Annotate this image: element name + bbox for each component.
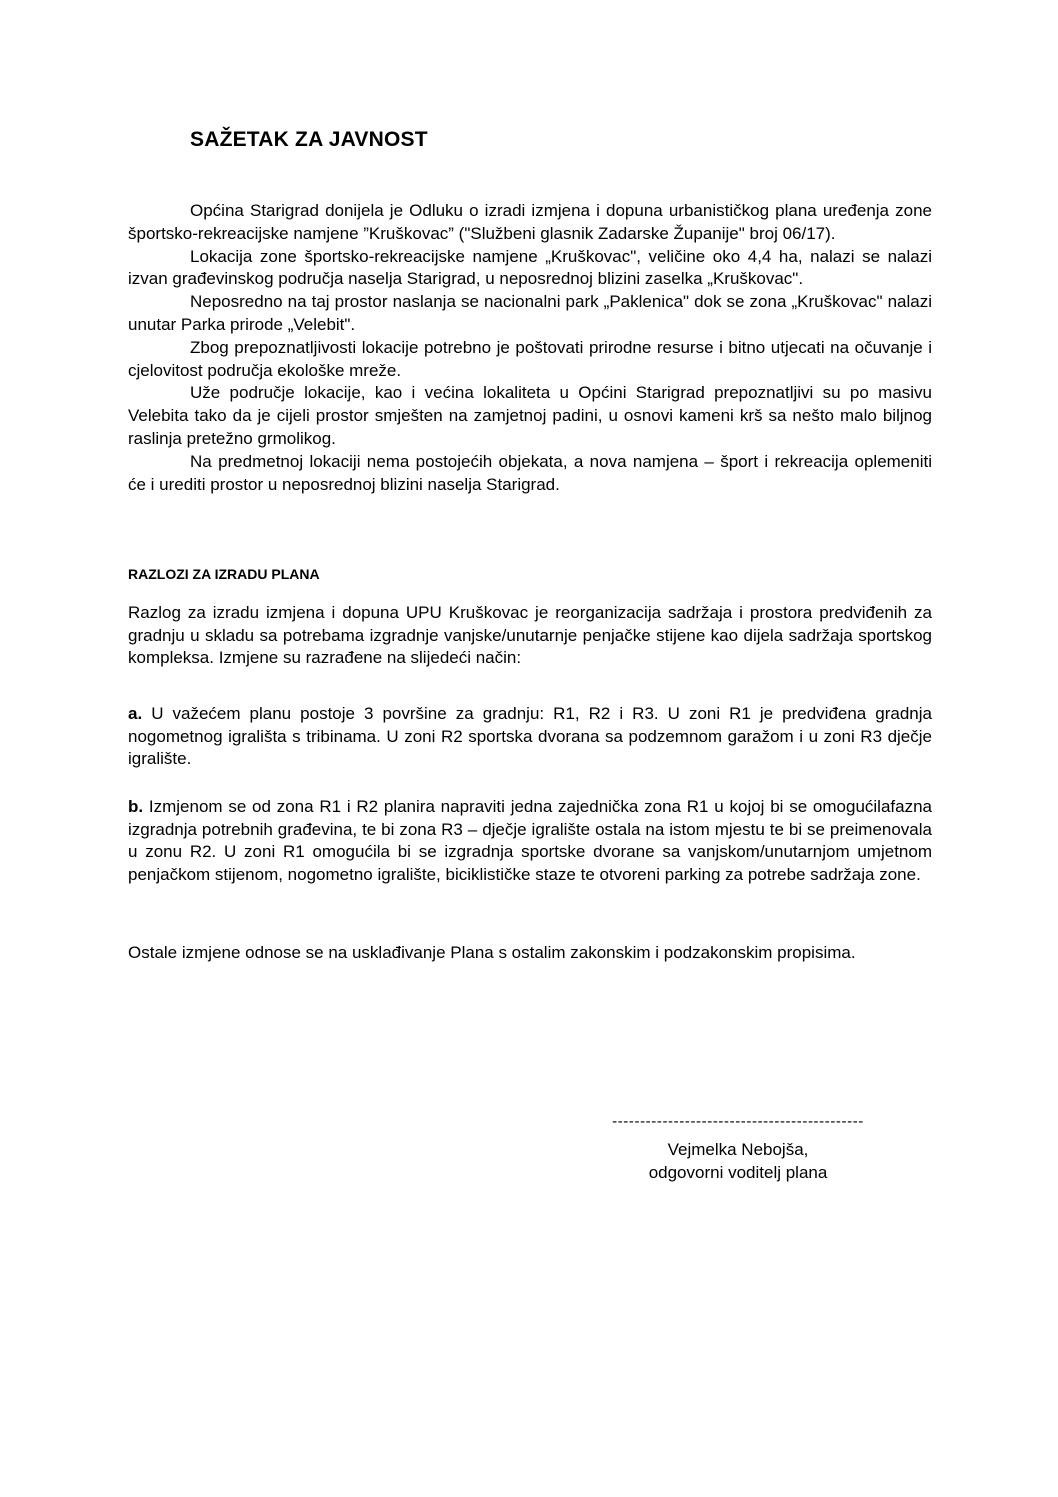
point-a-paragraph xyxy=(128,703,932,771)
signature-name: Vejmelka Nebojša, xyxy=(667,1140,809,1159)
point-a-label: a. xyxy=(128,704,143,723)
section-heading: RAZLOZI ZA IZRADU PLANA xyxy=(128,566,320,582)
point-b-text: Izmjenom se od zona R1 i R2 planira napraviti jedna zajednička zona R1 u kojoj bi se omogućilafazna izgradnja potrebnih građevina, te bi zona R3 – dječje igralište ostala na istom mjestu te bi se preimenovala u zonu R2. U zoni R1 omogućila bi se izgradnja sportske dvorane sa vanjskom/unutarnjom umjetnom penjačkom stijenom, nogometno igralište, biciklističke staze te otvoreni parking za potrebe sadržaja zone. xyxy=(128,797,932,884)
point-b-label: b. xyxy=(128,797,144,816)
intro-paragraph: Lokacija zone športsko-rekreacijske namjene „Kruškovac", veličine oko 4,4 ha, nalazi se nalazi izvan građevinskog područja naselja Starigrad, u neposrednoj blizini zaselka „Kruškovac". xyxy=(128,246,932,289)
intro-paragraph: Uže područje lokacije, kao i većina lokaliteta u Općini Starigrad prepoznatljivi su po masivu Velebita tako da je cijeli prostor smješten na zamjetnoj padini, u osnovi kameni krš sa nešto malo biljnog raslinja pretežno grmolikog. xyxy=(128,383,932,448)
signature-role: odgovorni voditelj plana xyxy=(648,1163,828,1182)
reason-paragraph: Razlog za izradu izmjena i dopuna UPU Kruškovac je reorganizacija sadržaja i prostora predviđenih za gradnju u skladu sa potrebama izgradnje vanjske/unutarnje penjačke stijene kao dijela sadržaja sportskog kompleksa. Izmjene su razrađene na slijedeći način: xyxy=(128,603,932,668)
point-a-text: U važećem planu postoje 3 površine za gradnju: R1, R2 i R3. U zoni R1 je predviđena gradnja nogometnog igrališta s tribinama. U zoni R2 sportska dvorana sa podzemnom garažom i u zoni R3 dječje igralište. xyxy=(128,704,932,769)
signature-block xyxy=(576,1114,900,1184)
signature-line: --------------------------------------------- xyxy=(612,1113,864,1130)
closing-paragraph: Ostale izmjene odnose se na usklađivanje Plana s ostalim zakonskim i podzakonskim propisima. xyxy=(128,943,856,962)
intro-paragraph: Na predmetnoj lokaciji nema postojećih objekata, a nova namjena – šport i rekreacija oplemeniti će i urediti prostor u neposrednoj blizini naselja Starigrad. xyxy=(128,451,932,494)
intro-paragraph: Općina Starigrad donijela je Odluku o izradi izmjena i dopuna urbanističkog plana uređenja zone športsko-rekreacijske namjene ”Kruškovac” ("Službeni glasnik Zadarske Županije" broj 06/17). xyxy=(128,201,932,243)
intro-paragraph: Zbog prepoznatljivosti lokacije potrebno je poštovati prirodne resurse i bitno utjecati na očuvanje i cjelovitost područja ekološke mreže. xyxy=(128,337,932,380)
document-title: SAŽETAK ZA JAVNOST xyxy=(190,128,428,151)
intro-paragraph: Neposredno na taj prostor naslanja se nacionalni park „Paklenica" dok se zona „Kruškovac" nalazi unutar Parka prirode „Velebit". xyxy=(128,292,932,334)
intro-section xyxy=(128,200,932,496)
point-b-paragraph xyxy=(128,796,932,886)
